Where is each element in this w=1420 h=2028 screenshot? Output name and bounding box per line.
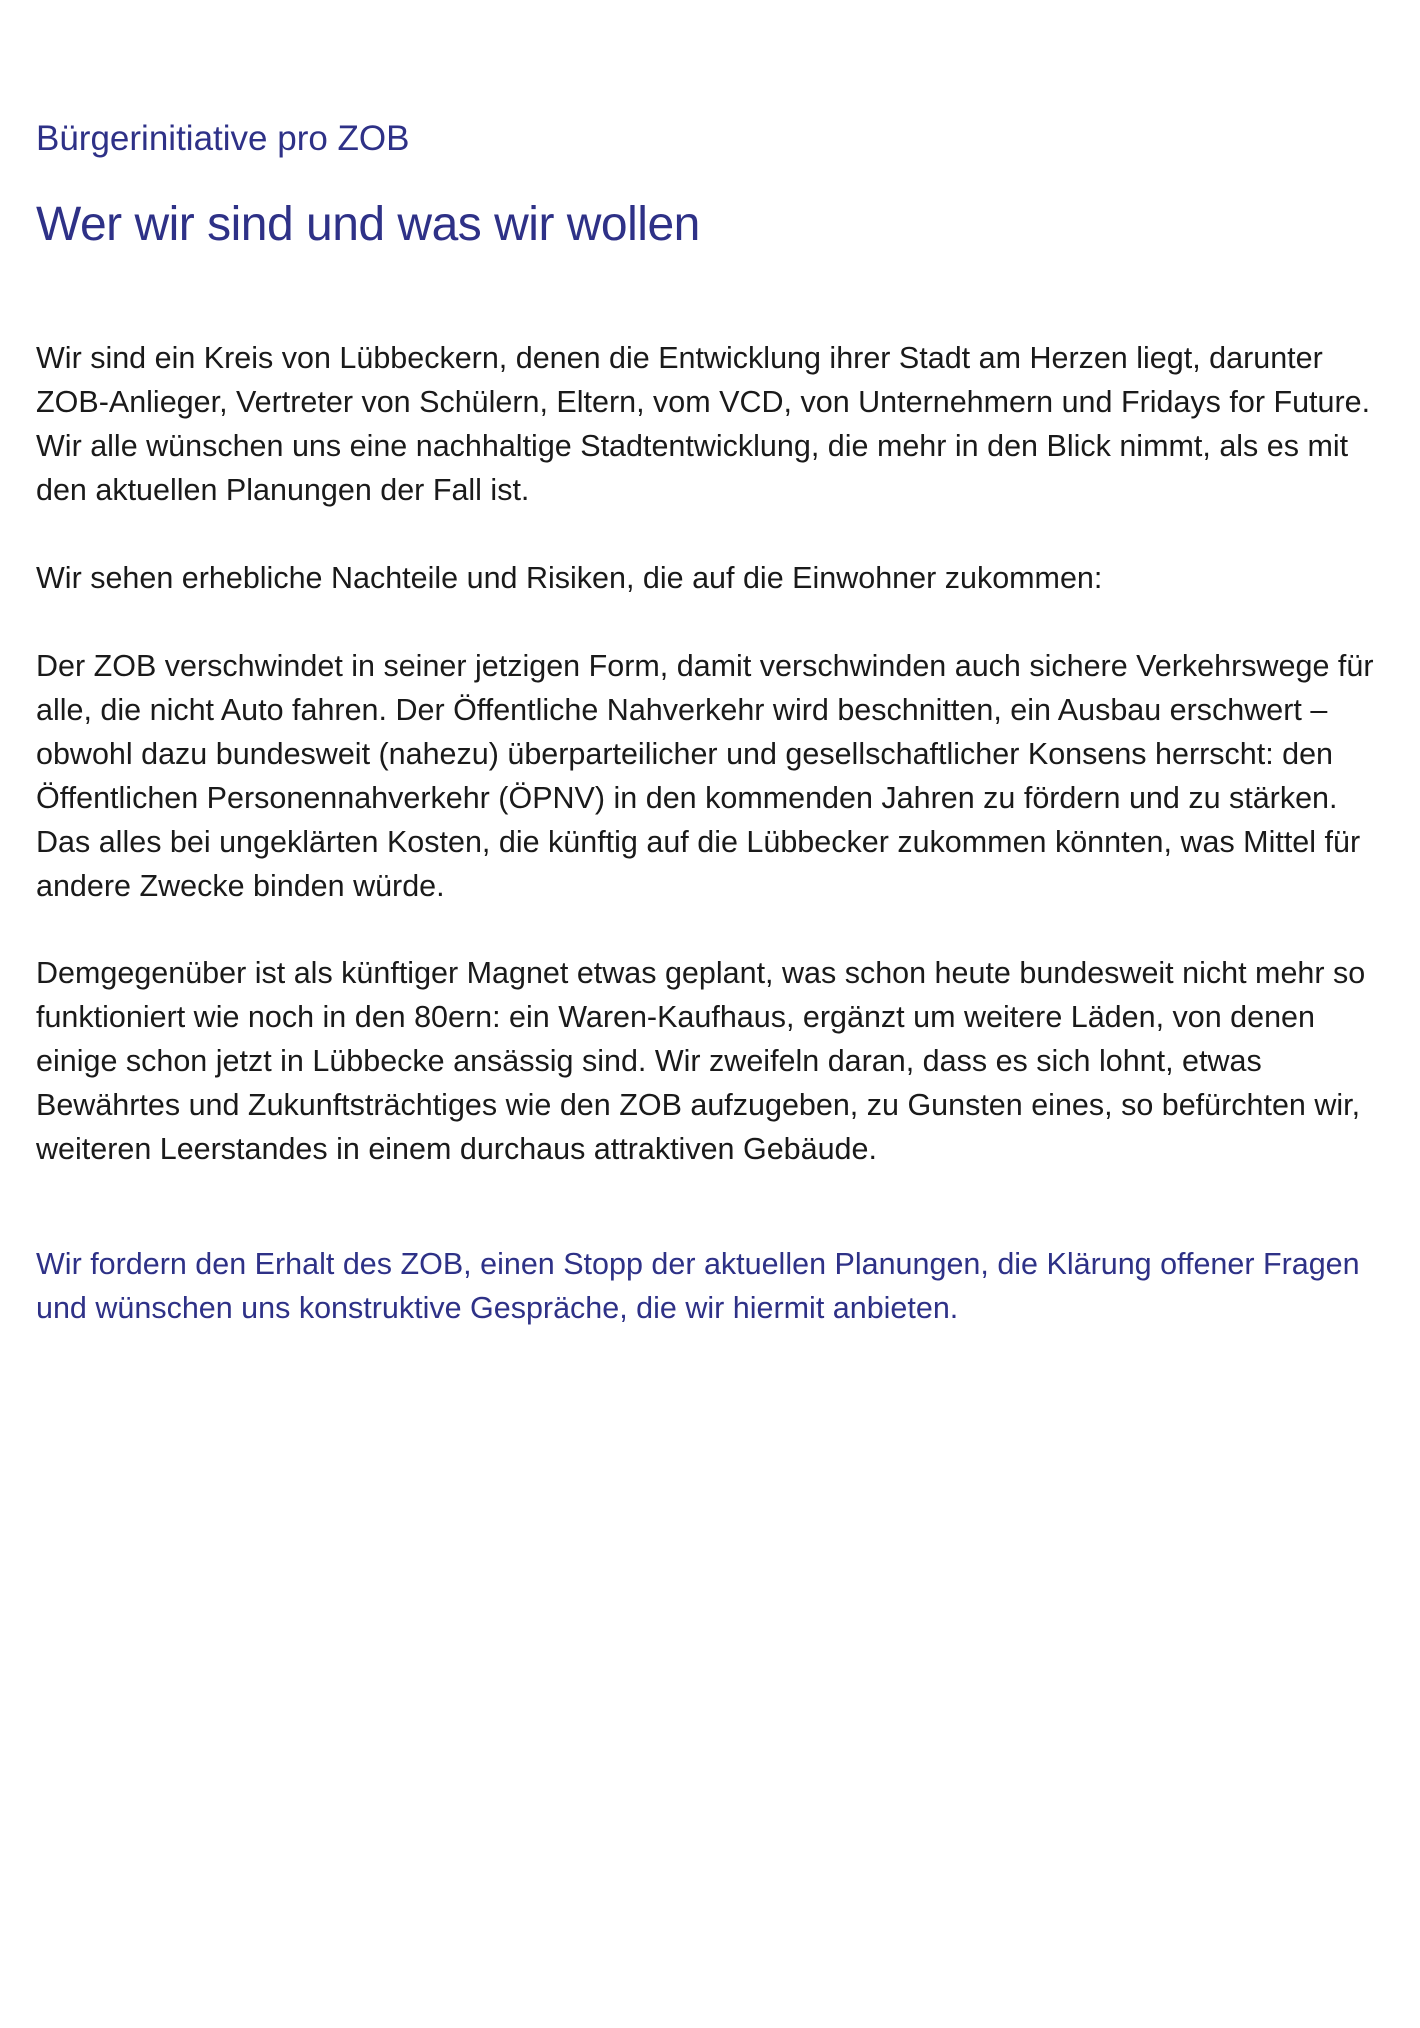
- department-store-paragraph: Demgegenüber ist als künftiger Magnet etwas geplant, was schon heute bundesweit nicht mehr so funktioniert wie noch in den 80ern: ein Waren-Kaufhaus, ergänzt um weitere Läden, von denen einige schon jetzt in Lübbecke ansässig sind. Wir zweifeln daran, dass es sich lohnt, etwas Bewährtes und Zukunftsträchtiges wie den ZOB aufzugeben, zu Gunsten eines, so befürchten wir, weiteren Leerstandes in einem durchaus attraktiven Gebäude.: [36, 956, 1366, 1166]
- page-title: Wer wir sind und was wir wollen: [36, 198, 700, 251]
- intro-paragraph: Wir sind ein Kreis von Lübbeckern, denen die Entwicklung ihrer Stadt am Herzen liegt, darunter ZOB-Anlieger, Vertreter von Schülern, Eltern, vom VCD, von Unternehmern und Fridays for Future. Wir alle wünschen uns eine nachhaltige Stadtentwicklung, die mehr in den Blick nimmt, als es mit den aktuellen Planungen der Fall ist.: [36, 341, 1371, 507]
- initiative-name: Bürgerinitiative pro ZOB: [36, 119, 410, 158]
- zob-disadvantages-paragraph: Der ZOB verschwindet in seiner jetzigen Form, damit verschwinden auch sichere Verkehrswege für alle, die nicht Auto fahren. Der Öffentliche Nahverkehr wird beschnitten, ein Ausbau erschwert – obwohl dazu bundesweit (nahezu) überparteilicher und gesellschaftlicher Konsens herrscht: den Öffentlichen Personennahverkehr (ÖPNV) in den kommenden Jahren zu fördern und zu stärken. Das alles bei ungeklärten Kosten, die künftig auf die Lübbecker zukommen könnten, was Mittel für andere Zwecke binden würde.: [36, 649, 1374, 903]
- risks-intro-paragraph: Wir sehen erhebliche Nachteile und Risiken, die auf die Einwohner zukommen:: [36, 561, 1103, 595]
- demands-paragraph: Wir fordern den Erhalt des ZOB, einen Stopp der aktuellen Planungen, die Klärung offener Fragen und wünschen uns konstruktive Gespräche, die wir hiermit anbieten.: [36, 1247, 1360, 1325]
